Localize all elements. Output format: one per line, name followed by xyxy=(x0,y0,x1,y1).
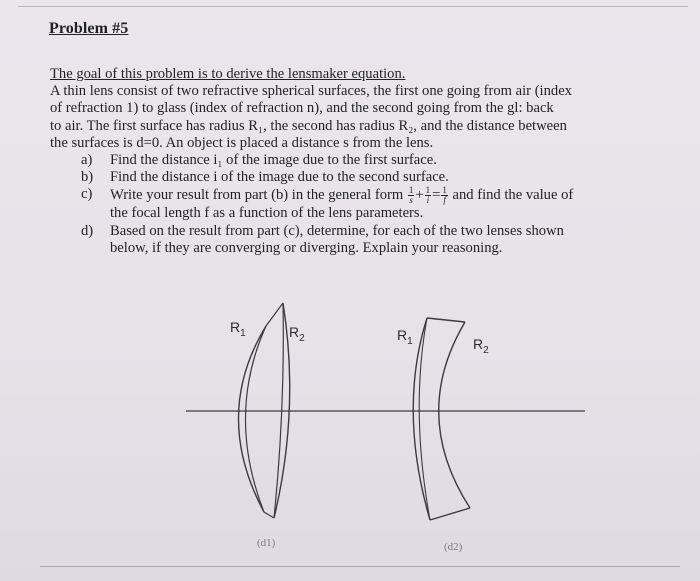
part-b-text: Find the distance i of the image due to the second surface. xyxy=(110,169,449,186)
lens-d2-r1-label: $R_1$ xyxy=(397,327,413,347)
plus-sign: + xyxy=(415,187,424,204)
lens-d2-right-surface xyxy=(439,322,470,508)
equals-sign: = xyxy=(432,187,441,204)
part-c-line-2: the focal length f as a function of the lens parameters. xyxy=(110,205,424,222)
caption-d1: (d1) xyxy=(257,537,276,549)
goal-text: The goal of this problem is to derive the lensmaker equation. xyxy=(50,66,406,82)
part-a-text: Find the distance i₁ of the image due to the first surface. xyxy=(110,152,437,169)
bottom-rule xyxy=(40,566,680,567)
intro-line-1: A thin lens consist of two refractive spherical surfaces, the first one going from air (index xyxy=(50,83,572,100)
lens-d2-r2-label: $R_2$ xyxy=(473,336,489,356)
part-c-post: and find the value of xyxy=(452,187,574,204)
lens-d2-left-inner xyxy=(419,318,430,520)
lens-d2-bottom-edge xyxy=(430,508,470,520)
part-d-line-1: Based on the result from part (c), determine, for each of the two lenses shown xyxy=(110,222,564,239)
fraction-1-over-i: $\frac{1}{i}$ xyxy=(425,185,431,206)
lens-d2-left-surface xyxy=(413,318,430,520)
part-d-marker: d) xyxy=(81,222,94,239)
fraction-1-over-f: $\frac{1}{f}$ xyxy=(442,185,447,206)
lens-d2-top-edge xyxy=(427,318,465,322)
lens-d1-bottom-edge xyxy=(264,512,274,518)
lens-d2 xyxy=(397,318,489,520)
part-c-marker: c) xyxy=(81,186,93,203)
part-d-line-2: below, if they are converging or diverging. Explain your reasoning. xyxy=(110,239,503,256)
lens-d1-top-edge xyxy=(266,303,283,326)
lens-d1-r2-label: $R_2$ xyxy=(289,324,305,344)
lens-d1-inner-left xyxy=(245,326,266,512)
part-a-marker: a) xyxy=(81,152,93,169)
problem-title: Problem #5 xyxy=(49,20,129,37)
part-c-pre: Write your result from part (b) in the general form xyxy=(110,187,404,204)
fraction-1-over-s: $\frac{1}{s}$ xyxy=(408,185,414,206)
caption-d2: (d2) xyxy=(444,541,463,553)
intro-line-2: of refraction 1) to glass (index of refraction n), and the second going from the gl: back xyxy=(50,100,554,117)
lens-d1-r1-label: $R_1$ xyxy=(230,319,246,339)
part-b-marker: b) xyxy=(81,169,94,186)
intro-line-4: the surfaces is d=0. An object is placed a distance s from the lens. xyxy=(50,134,434,151)
intro-line-3: to air. The first surface has radius R₁, the second has radius R₂, and the distance between xyxy=(50,117,567,134)
lens-d1-left-surface xyxy=(238,326,266,512)
